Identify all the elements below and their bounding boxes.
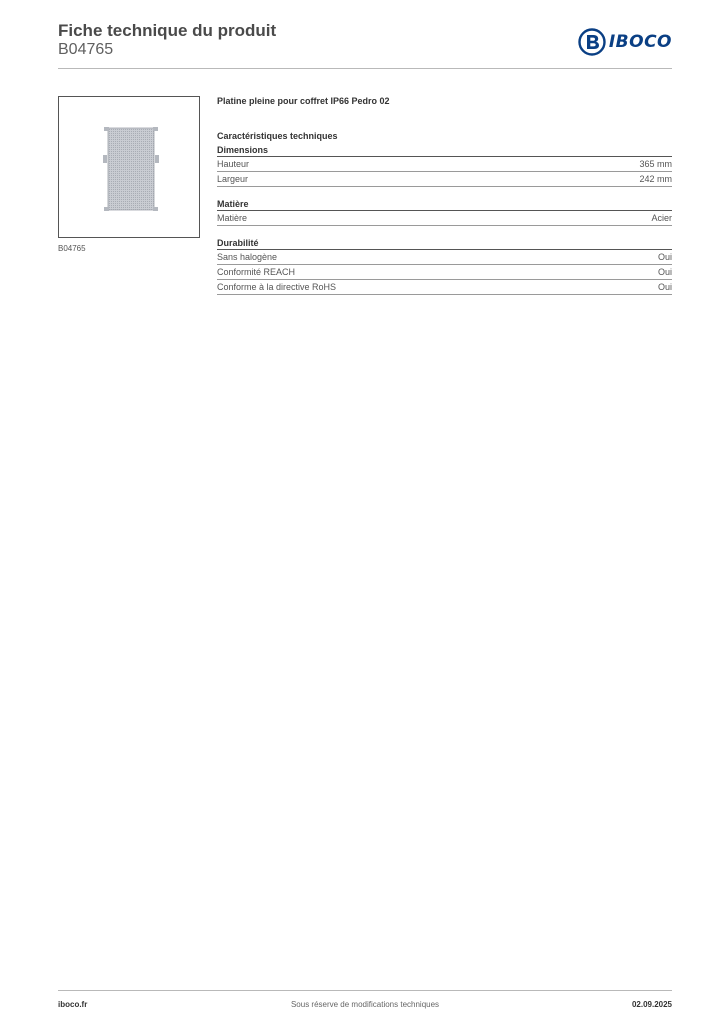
spec-row: [217, 280, 672, 295]
spec-label: Conformité REACH: [217, 267, 296, 277]
spec-value: 365 mm: [639, 159, 672, 169]
product-image: [58, 96, 200, 238]
iboco-logo-icon: [578, 28, 606, 56]
spec-value: Oui: [657, 252, 672, 262]
spec-value: Oui: [657, 267, 672, 277]
spec-row: [217, 172, 672, 187]
image-caption: B04765: [58, 244, 86, 253]
logo-text: IBOCO: [608, 32, 672, 52]
spec-group-material: [217, 199, 672, 226]
spec-row: [217, 157, 672, 172]
group-title: Dimensions: [217, 145, 672, 157]
footer-notice: Sous réserve de modifications techniques: [290, 1000, 440, 1009]
spec-label: Matière: [217, 213, 248, 223]
spec-label: Conforme à la directive RoHS: [217, 282, 337, 292]
product-name: Platine pleine pour coffret IP66 Pedro 02: [217, 96, 390, 106]
product-code: B04765: [58, 41, 114, 58]
spec-label: Sans halogène: [217, 252, 278, 262]
spec-value: Acier: [651, 213, 672, 223]
mounting-plate-image: [59, 97, 199, 237]
page-header: [58, 20, 672, 69]
spec-group-dimensions: [217, 145, 672, 187]
page-title: Fiche technique du produit: [58, 21, 277, 40]
group-title: Matière: [217, 199, 672, 211]
spec-label: Largeur: [217, 174, 249, 184]
spec-content: [217, 96, 672, 295]
footer-date: 02.09.2025: [631, 1000, 672, 1009]
spec-row: [217, 265, 672, 280]
brand-logo: [578, 28, 672, 56]
page-footer: [58, 990, 672, 1011]
spec-value: 242 mm: [639, 174, 672, 184]
spec-value: Oui: [657, 282, 672, 292]
spec-group-durability: [217, 238, 672, 295]
spec-label: Hauteur: [217, 159, 250, 169]
group-title: Durabilité: [217, 238, 672, 250]
footer-website-link[interactable]: iboco.fr: [58, 1000, 88, 1009]
spec-row: [217, 250, 672, 265]
section-heading: Caractéristiques techniques: [217, 131, 338, 141]
spec-row: [217, 211, 672, 226]
